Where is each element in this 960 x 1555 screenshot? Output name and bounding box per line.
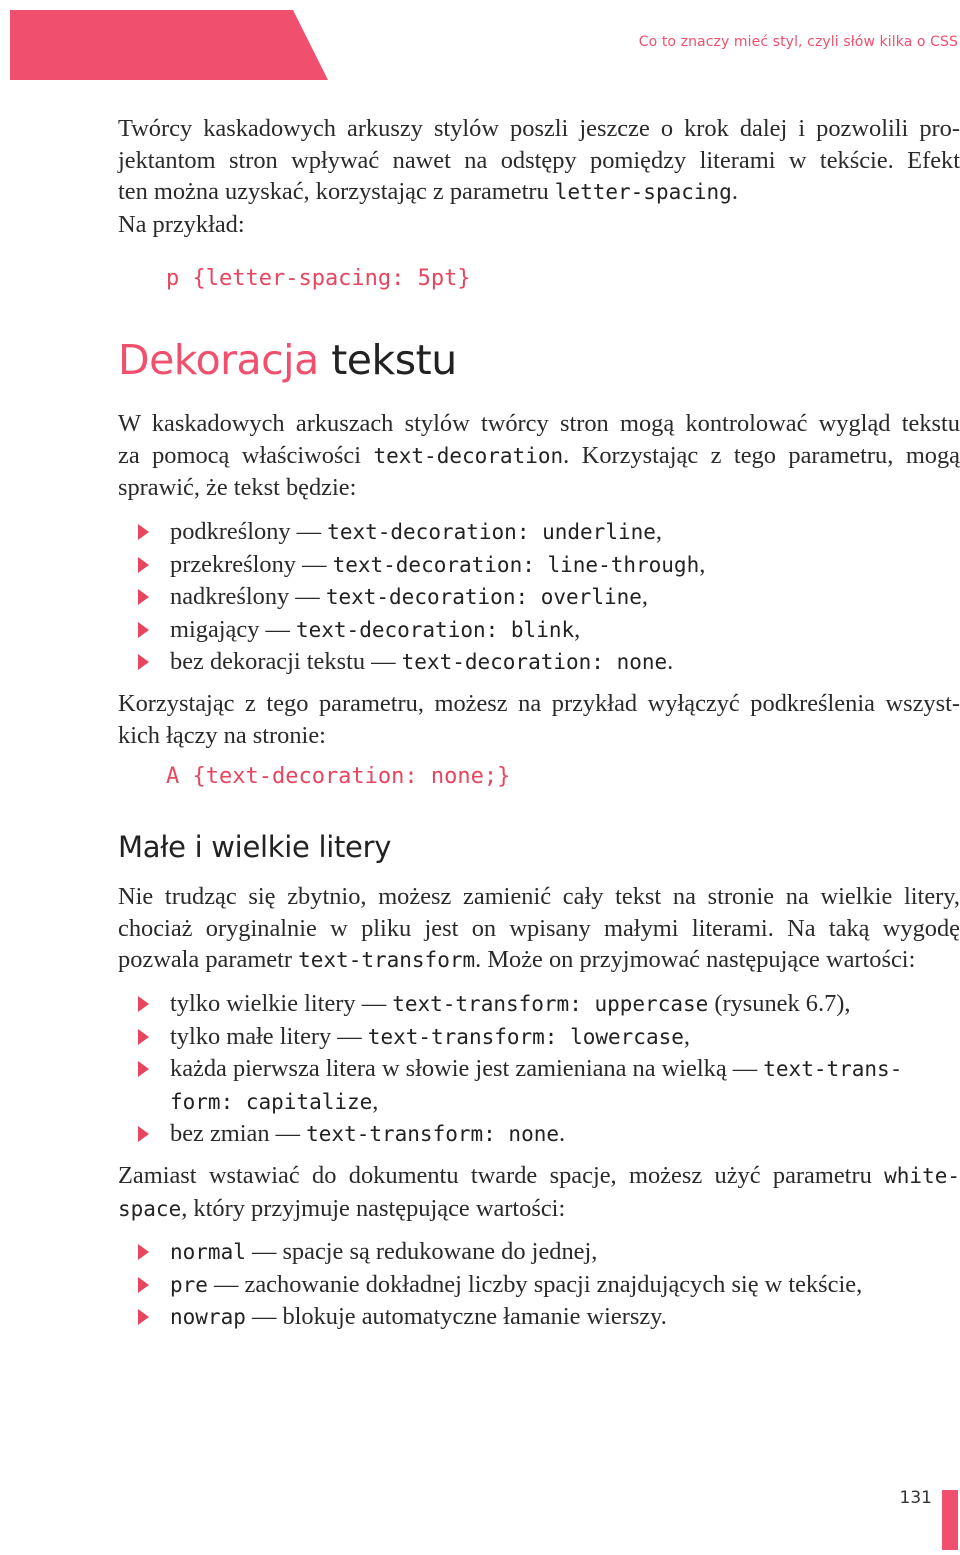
triangle-bullet-icon (138, 1061, 149, 1077)
intro-text: ten można uzyskać, korzystając z parametru (118, 178, 555, 205)
code-example-text-decoration: A {text-decoration: none;} (166, 764, 511, 789)
list-item (138, 1236, 960, 1269)
decoration-text: . Korzystając z tego parametru, mogą (563, 441, 960, 469)
list-item (138, 1021, 960, 1054)
inline-code: white- (884, 1164, 960, 1188)
list-item-code: text-decoration: line-through (332, 552, 700, 577)
list-item (138, 1301, 960, 1334)
decoration2-line-2: kich łączy na stronie: (118, 721, 326, 749)
list-item-text: nadkreślony — (170, 583, 326, 610)
case-line-3 (118, 944, 960, 977)
list-item-code: normal (170, 1240, 246, 1264)
list-item (138, 646, 960, 679)
list-item-code: text-decoration: overline (325, 585, 642, 609)
inline-code: space (118, 1196, 182, 1221)
triangle-bullet-icon (138, 654, 149, 670)
list-item-tail: , (655, 518, 663, 545)
decoration-text: za pomocą właściwości (118, 441, 374, 469)
list-item-text: — spacje są redukowane do jednej, (245, 1238, 598, 1265)
decoration-paragraph-2 (118, 688, 960, 751)
case-line-1: Nie trudząc się zbytnio, możesz zamienić cały tekst na stronie na wielkie litery, (118, 883, 960, 910)
intro-line-2: jektantom stron wpływać nawet na odstępy pomiędzy literami w tekście. Efekt (118, 146, 960, 174)
case-text: . Może on przyjmować następujące wartości: (475, 946, 916, 973)
list-item-text: migający — (170, 615, 296, 643)
list-item-tail: , (574, 615, 581, 643)
triangle-bullet-icon (138, 524, 149, 540)
whitespace-line-2 (118, 1193, 960, 1226)
triangle-bullet-icon (138, 1126, 149, 1142)
list-item-tail: (rysunek 6.7), (708, 990, 851, 1017)
list-item-tail: , (372, 1087, 379, 1115)
section-title-rest: tekstu (318, 336, 457, 384)
list-item (138, 1269, 960, 1302)
triangle-bullet-icon (138, 622, 149, 638)
list-item-text: bez zmian — (170, 1120, 307, 1147)
list-item (138, 1118, 960, 1151)
list-item-text: bez dekoracji tekstu — (170, 648, 402, 675)
list-item-code: text-transform: uppercase (392, 992, 709, 1016)
list-item-code: text-decoration: none (401, 650, 668, 674)
section-title-case: Małe i wielkie litery (118, 830, 392, 864)
list-item-code: nowrap (170, 1305, 246, 1329)
case-line-2: chociaż oryginalnie w pliku jest on wpisany małymi literami. Na taką wygodę (118, 914, 960, 942)
list-item-text: tylko wielkie litery — (170, 990, 393, 1017)
list-item-tail: , (683, 1022, 690, 1050)
list-item-tail: . (667, 648, 674, 675)
list-item-code: text-transform: lowercase (367, 1024, 684, 1049)
decoration-paragraph (118, 408, 960, 504)
whitespace-text: , który przyjmuje następujące wartości: (181, 1194, 566, 1222)
case-paragraph (118, 881, 960, 977)
page-number-bar (942, 1490, 958, 1550)
decoration-line-3: sprawić, że tekst będzie: (118, 474, 357, 501)
list-item-code: pre (170, 1272, 208, 1297)
list-item-tail: . (559, 1120, 566, 1147)
chapter-banner (10, 10, 328, 80)
case-text: pozwala parametr (118, 946, 299, 973)
list-item (138, 549, 960, 582)
inline-code: text-transform (298, 948, 476, 972)
inline-code: text-decoration (373, 443, 564, 468)
intro-paragraph (118, 113, 960, 240)
list-item (138, 1053, 960, 1118)
section-title-decoration (118, 336, 457, 384)
running-head: Co to znaczy mieć styl, czyli słów kilka o CSS (638, 34, 958, 50)
triangle-bullet-icon (138, 557, 149, 573)
list-item-tail: , (699, 550, 706, 578)
whitespace-text: Zamiast wstawiać do dokumentu twarde spacje, możesz użyć parametru (118, 1162, 885, 1189)
list-item-text: tylko małe litery — (170, 1022, 368, 1050)
triangle-bullet-icon (138, 1244, 149, 1260)
transform-list (138, 988, 960, 1151)
list-item-code: text-trans-form: capitalize (170, 1057, 903, 1114)
triangle-bullet-icon (138, 1309, 149, 1325)
whitespace-list (138, 1236, 960, 1334)
intro-line-4: Na przykład: (118, 210, 245, 238)
triangle-bullet-icon (138, 589, 149, 605)
section-title-accent: Dekoracja (118, 336, 319, 384)
inline-code: letter-spacing (554, 180, 732, 204)
list-item-text: — zachowanie dokładnej liczby spacji znajdujących się w tekście, (207, 1270, 863, 1298)
intro-line-1: Twórcy kaskadowych arkuszy stylów poszli jeszcze o krok dalej i pozwolili pro- (118, 115, 960, 142)
list-item-code: text-decoration: blink (295, 617, 575, 642)
decoration-list (138, 516, 960, 679)
list-item (138, 516, 960, 549)
list-item-text: — blokuje automatyczne łamanie wierszy. (245, 1303, 667, 1330)
decoration-line-1: W kaskadowych arkuszach stylów twórcy stron mogą kontrolować wygląd tekstu (118, 410, 960, 437)
list-item (138, 614, 960, 647)
decoration2-line-1: Korzystając z tego parametru, możesz na przykład wyłączyć podkreślenia wszyst- (118, 690, 960, 717)
list-item (138, 988, 960, 1021)
list-item-code: text-decoration: underline (327, 520, 656, 544)
list-item-text: przekreślony — (170, 550, 333, 578)
triangle-bullet-icon (138, 1029, 149, 1045)
code-example-letter-spacing: p {letter-spacing: 5pt} (166, 266, 471, 291)
page-number: 131 (899, 1488, 932, 1508)
decoration-line-2 (118, 440, 960, 473)
whitespace-paragraph (118, 1160, 960, 1225)
list-item-text: podkreślony — (170, 518, 328, 545)
list-item-tail: , (641, 583, 648, 610)
intro-line-3 (118, 176, 960, 209)
intro-text: . (731, 178, 738, 205)
list-item (138, 581, 960, 614)
triangle-bullet-icon (138, 996, 149, 1012)
triangle-bullet-icon (138, 1277, 149, 1293)
list-item-text: każda pierwsza litera w słowie jest zamieniana na wielką — (170, 1055, 764, 1082)
whitespace-line-1 (118, 1160, 960, 1193)
list-item-code: text-transform: none (306, 1122, 560, 1146)
